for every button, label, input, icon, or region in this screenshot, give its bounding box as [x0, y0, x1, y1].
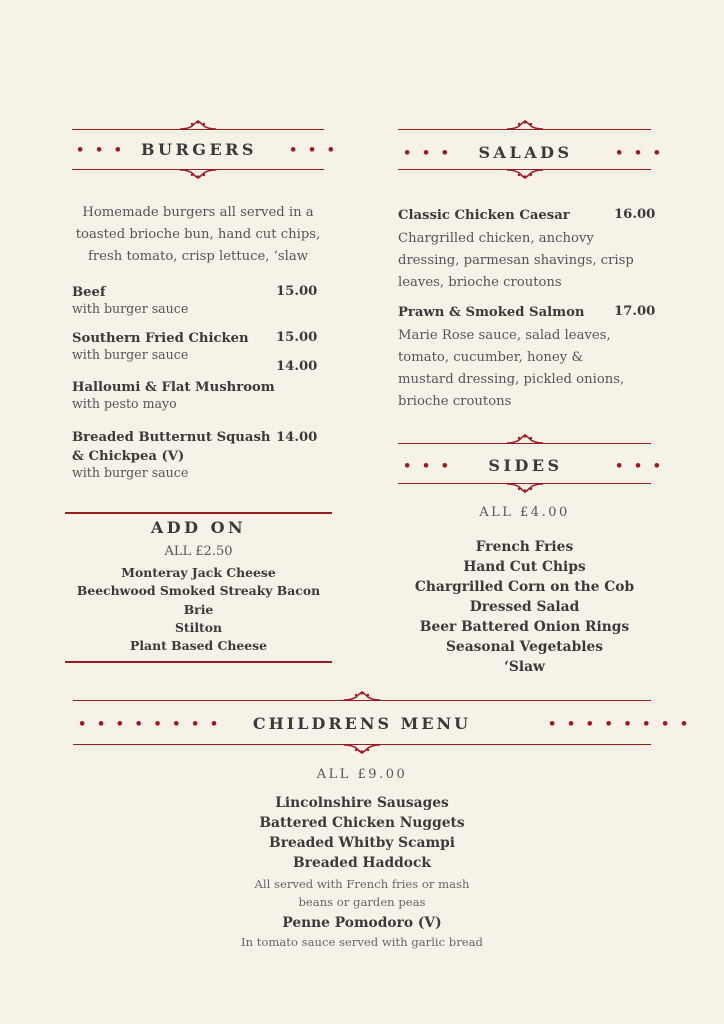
section-heading: BURGERS: [141, 140, 257, 159]
divider: [73, 700, 651, 701]
list-item: Breaded Haddock: [293, 855, 431, 871]
item-note: with burger sauce: [72, 347, 189, 362]
divider: [398, 443, 651, 444]
dots-right: • • •: [615, 146, 664, 161]
list-item: Seasonal Vegetables: [445, 639, 604, 655]
list-item: Beechwood Smoked Streaky Bacon: [76, 583, 321, 599]
sides-price: ALL £4.00: [479, 505, 570, 520]
list-item: Penne Pomodoro (V): [282, 915, 442, 931]
section-heading: ADD ON: [150, 518, 247, 537]
childrens-list: [200, 793, 524, 951]
divider: [398, 129, 651, 130]
item-price: 15.00: [276, 330, 318, 345]
list-item: Beer Battered Onion Rings: [419, 619, 630, 635]
served-note: beans or garden peas: [298, 895, 426, 909]
dots-right: • • •: [615, 459, 664, 474]
item-description: Chargrilled chicken, anchovy dressing, parmesan shavings, crisp leaves, brioche croutons: [398, 231, 634, 290]
sides-list: [398, 537, 651, 677]
flourish-bottom-icon: [342, 744, 382, 754]
list-item: ‘Slaw: [504, 659, 545, 675]
dots-left: • • •: [403, 459, 452, 474]
section-heading: CHILDRENS MENU: [252, 714, 472, 733]
divider: [72, 129, 324, 130]
dots-left: • • •: [76, 143, 125, 158]
item-note: In tomato sauce served with garlic bread: [241, 935, 483, 949]
item-name-line: & Chickpea (V): [72, 449, 185, 464]
served-note: All served with French fries or mash: [254, 877, 470, 891]
flourish-bottom-icon: [505, 169, 545, 179]
addon-list: [65, 564, 332, 655]
divider: [65, 512, 332, 514]
item-price: 14.00: [276, 359, 318, 374]
item-note: with pesto mayo: [72, 396, 177, 411]
list-item: Lincolnshire Sausages: [275, 795, 449, 811]
item-name: Prawn & Smoked Salmon: [398, 305, 585, 320]
dots-left: • • •: [403, 146, 452, 161]
item-name: Classic Chicken Caesar: [398, 208, 570, 223]
list-item: Monteray Jack Cheese: [121, 565, 276, 580]
item-name: Southern Fried Chicken: [72, 331, 249, 346]
item-name-line: Breaded Butternut Squash: [72, 430, 271, 445]
section-heading: SALADS: [478, 143, 573, 162]
item-price: 14.00: [276, 430, 318, 445]
list-item: Brie: [183, 601, 214, 617]
list-item: Hand Cut Chips: [463, 559, 586, 575]
item-name: Halloumi & Flat Mushroom: [72, 380, 275, 395]
item-description: Marie Rose sauce, salad leaves, tomato, cucumber, honey & mustard dressing, pickled onions, brioche croutons: [398, 328, 625, 409]
item-price: 16.00: [614, 207, 656, 222]
childrens-price: ALL £9.00: [316, 767, 408, 782]
dots-left: • • • • • • • •: [78, 717, 222, 732]
dots-right: • • • • • • • •: [548, 717, 692, 732]
list-item: Breaded Whitby Scampi: [269, 835, 455, 851]
flourish-bottom-icon: [178, 169, 218, 179]
item-price: 15.00: [276, 284, 318, 299]
section-heading: SIDES: [488, 456, 563, 475]
item-note: with burger sauce: [72, 301, 189, 316]
divider: [65, 661, 332, 663]
item-price: 17.00: [614, 304, 656, 319]
list-item: Stilton: [174, 619, 223, 635]
list-item: Dressed Salad: [469, 599, 580, 615]
item-name: Beef: [72, 285, 106, 300]
flourish-bottom-icon: [505, 483, 545, 493]
burgers-description: Homemade burgers all served in a toasted brioche bun, hand cut chips, fresh tomato, crisp lettuce, ‘slaw: [75, 205, 321, 264]
addon-price: ALL £2.50: [164, 544, 233, 559]
list-item: Chargrilled Corn on the Cob: [414, 579, 635, 595]
item-note: with burger sauce: [72, 465, 189, 480]
list-item: French Fries: [475, 539, 574, 555]
dots-right: • • •: [289, 143, 338, 158]
list-item: Battered Chicken Nuggets: [259, 815, 465, 831]
list-item: Plant Based Cheese: [130, 638, 267, 654]
menu-item: [72, 379, 317, 412]
